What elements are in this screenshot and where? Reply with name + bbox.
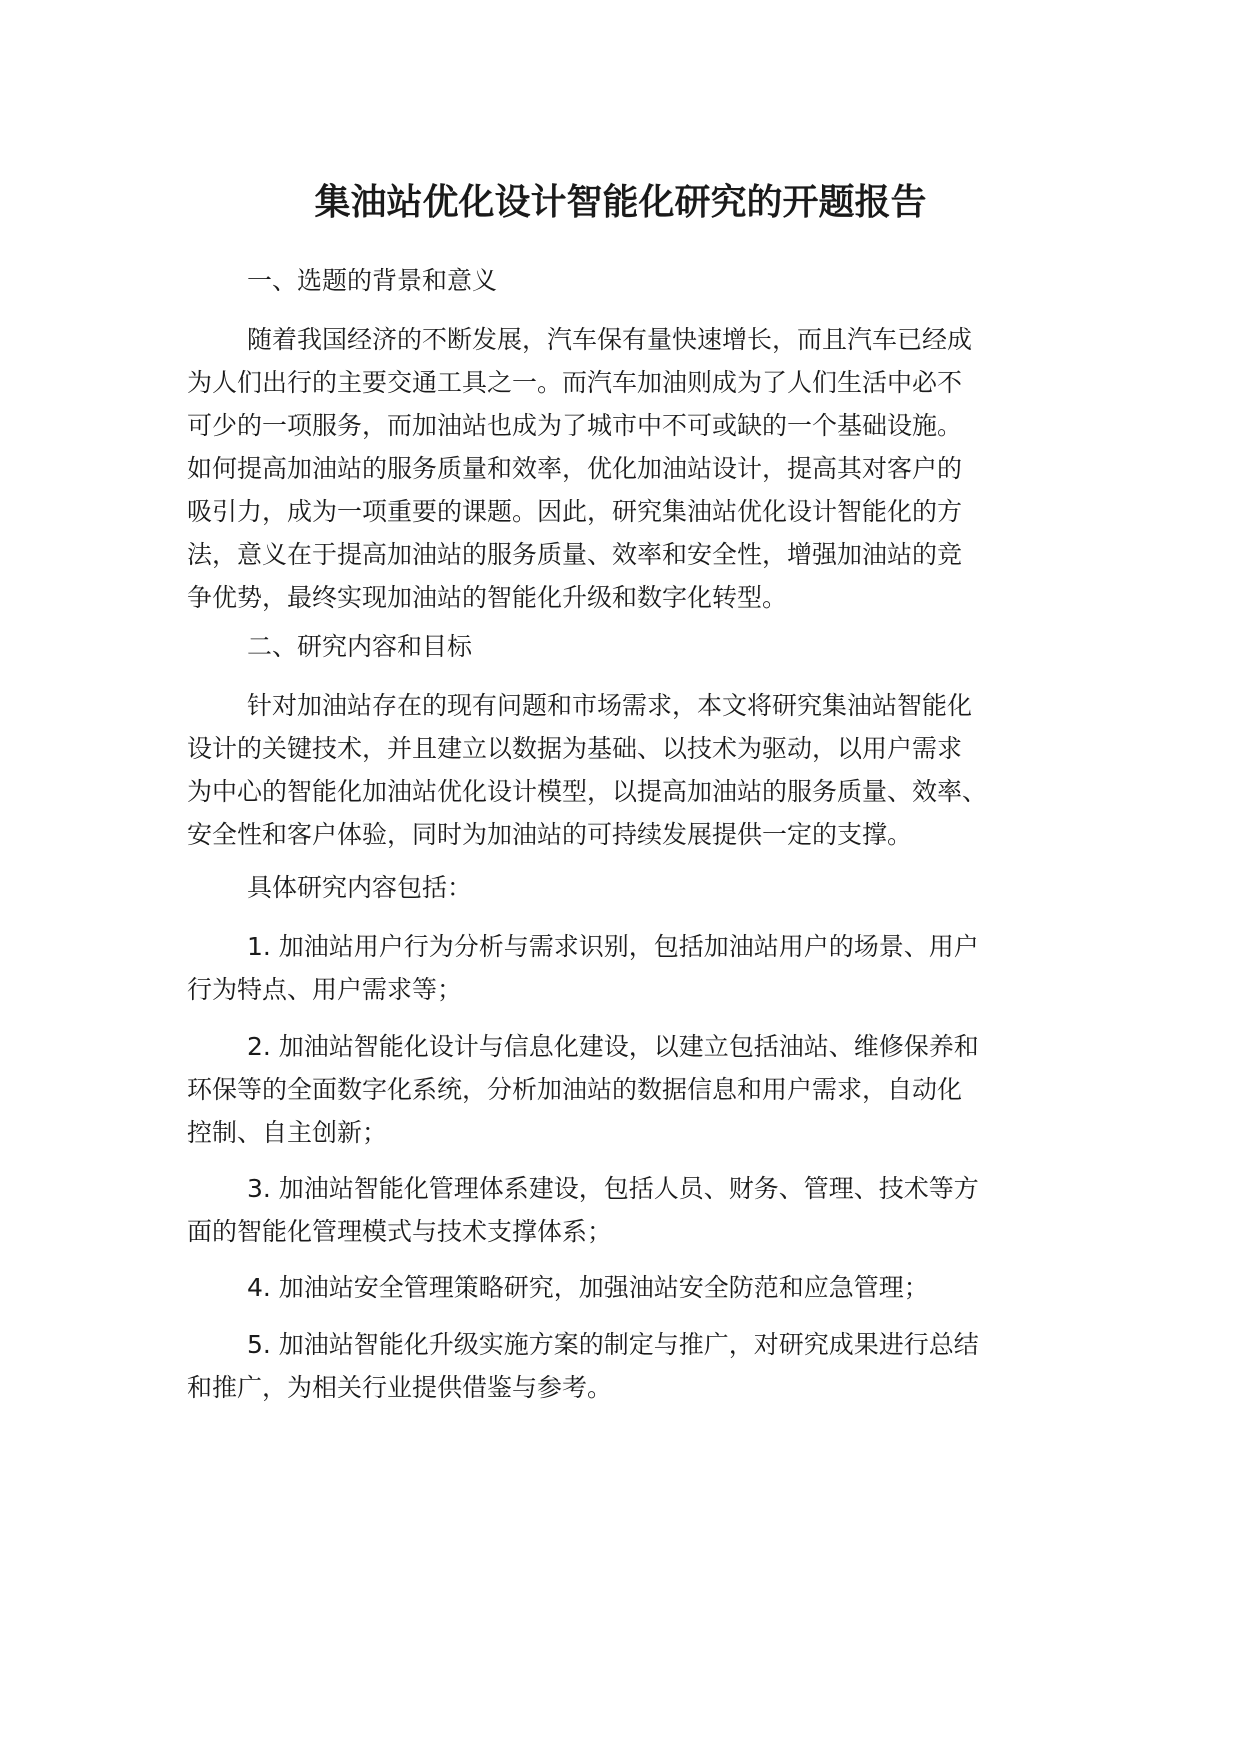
content-item-3 xyxy=(187,1167,1057,1253)
content-intro: 具体研究内容包括： xyxy=(247,873,473,902)
section-2-paragraph xyxy=(187,684,1057,856)
section-1-paragraph xyxy=(187,318,1057,619)
paragraph-line: 面的智能化管理模式与技术支撑体系； xyxy=(187,1217,613,1246)
paragraph-line: 环保等的全面数字化系统，分析加油站的数据信息和用户需求，自动化 xyxy=(187,1075,963,1104)
content-item-1 xyxy=(187,925,1057,1011)
paragraph-line: 5. 加油站智能化升级实施方案的制定与推广，对研究成果进行总结 xyxy=(247,1330,979,1359)
paragraph-line: 随着我国经济的不断发展，汽车保有量快速增长，而且汽车已经成 xyxy=(247,325,973,354)
paragraph-line: 安全性和客户体验，同时为加油站的可持续发展提供一定的支撑。 xyxy=(187,820,913,849)
content-item-5 xyxy=(187,1323,1057,1409)
paragraph-line: 控制、自主创新； xyxy=(187,1118,388,1147)
paragraph-line: 吸引力，成为一项重要的课题。因此，研究集油站优化设计智能化的方 xyxy=(187,497,963,526)
paragraph-line: 争优势，最终实现加油站的智能化升级和数字化转型。 xyxy=(187,583,788,612)
paragraph-line: 为人们出行的主要交通工具之一。而汽车加油则成为了人们生活中必不 xyxy=(187,368,963,397)
paragraph-line: 2. 加油站智能化设计与信息化建设，以建立包括油站、维修保养和 xyxy=(247,1032,979,1061)
paragraph-line: 设计的关键技术，并且建立以数据为基础、以技术为驱动，以用户需求 xyxy=(187,734,963,763)
paragraph-line: 4. 加油站安全管理策略研究，加强油站安全防范和应急管理； xyxy=(247,1273,929,1302)
paragraph-line: 和推广，为相关行业提供借鉴与参考。 xyxy=(187,1373,613,1402)
section-2-heading: 二、研究内容和目标 xyxy=(247,632,473,661)
paragraph-line: 可少的一项服务，而加油站也成为了城市中不可或缺的一个基础设施。 xyxy=(187,411,963,440)
document-title: 集油站优化设计智能化研究的开题报告 xyxy=(314,182,927,223)
section-1-heading: 一、选题的背景和意义 xyxy=(247,266,498,295)
paragraph-line: 法，意义在于提高加油站的服务质量、效率和安全性，增强加油站的竞 xyxy=(187,540,963,569)
paragraph-line: 3. 加油站智能化管理体系建设，包括人员、财务、管理、技术等方 xyxy=(247,1174,979,1203)
paragraph-line: 如何提高加油站的服务质量和效率，优化加油站设计，提高其对客户的 xyxy=(187,454,963,483)
paragraph-line: 行为特点、用户需求等； xyxy=(187,975,463,1004)
paragraph-line: 1. 加油站用户行为分析与需求识别，包括加油站用户的场景、用户 xyxy=(247,932,979,961)
content-item-4 xyxy=(187,1266,1057,1309)
content-item-2 xyxy=(187,1025,1057,1154)
paragraph-line: 针对加油站存在的现有问题和市场需求，本文将研究集油站智能化 xyxy=(247,691,973,720)
paragraph-line: 为中心的智能化加油站优化设计模型，以提高加油站的服务质量、效率、 xyxy=(187,777,988,806)
